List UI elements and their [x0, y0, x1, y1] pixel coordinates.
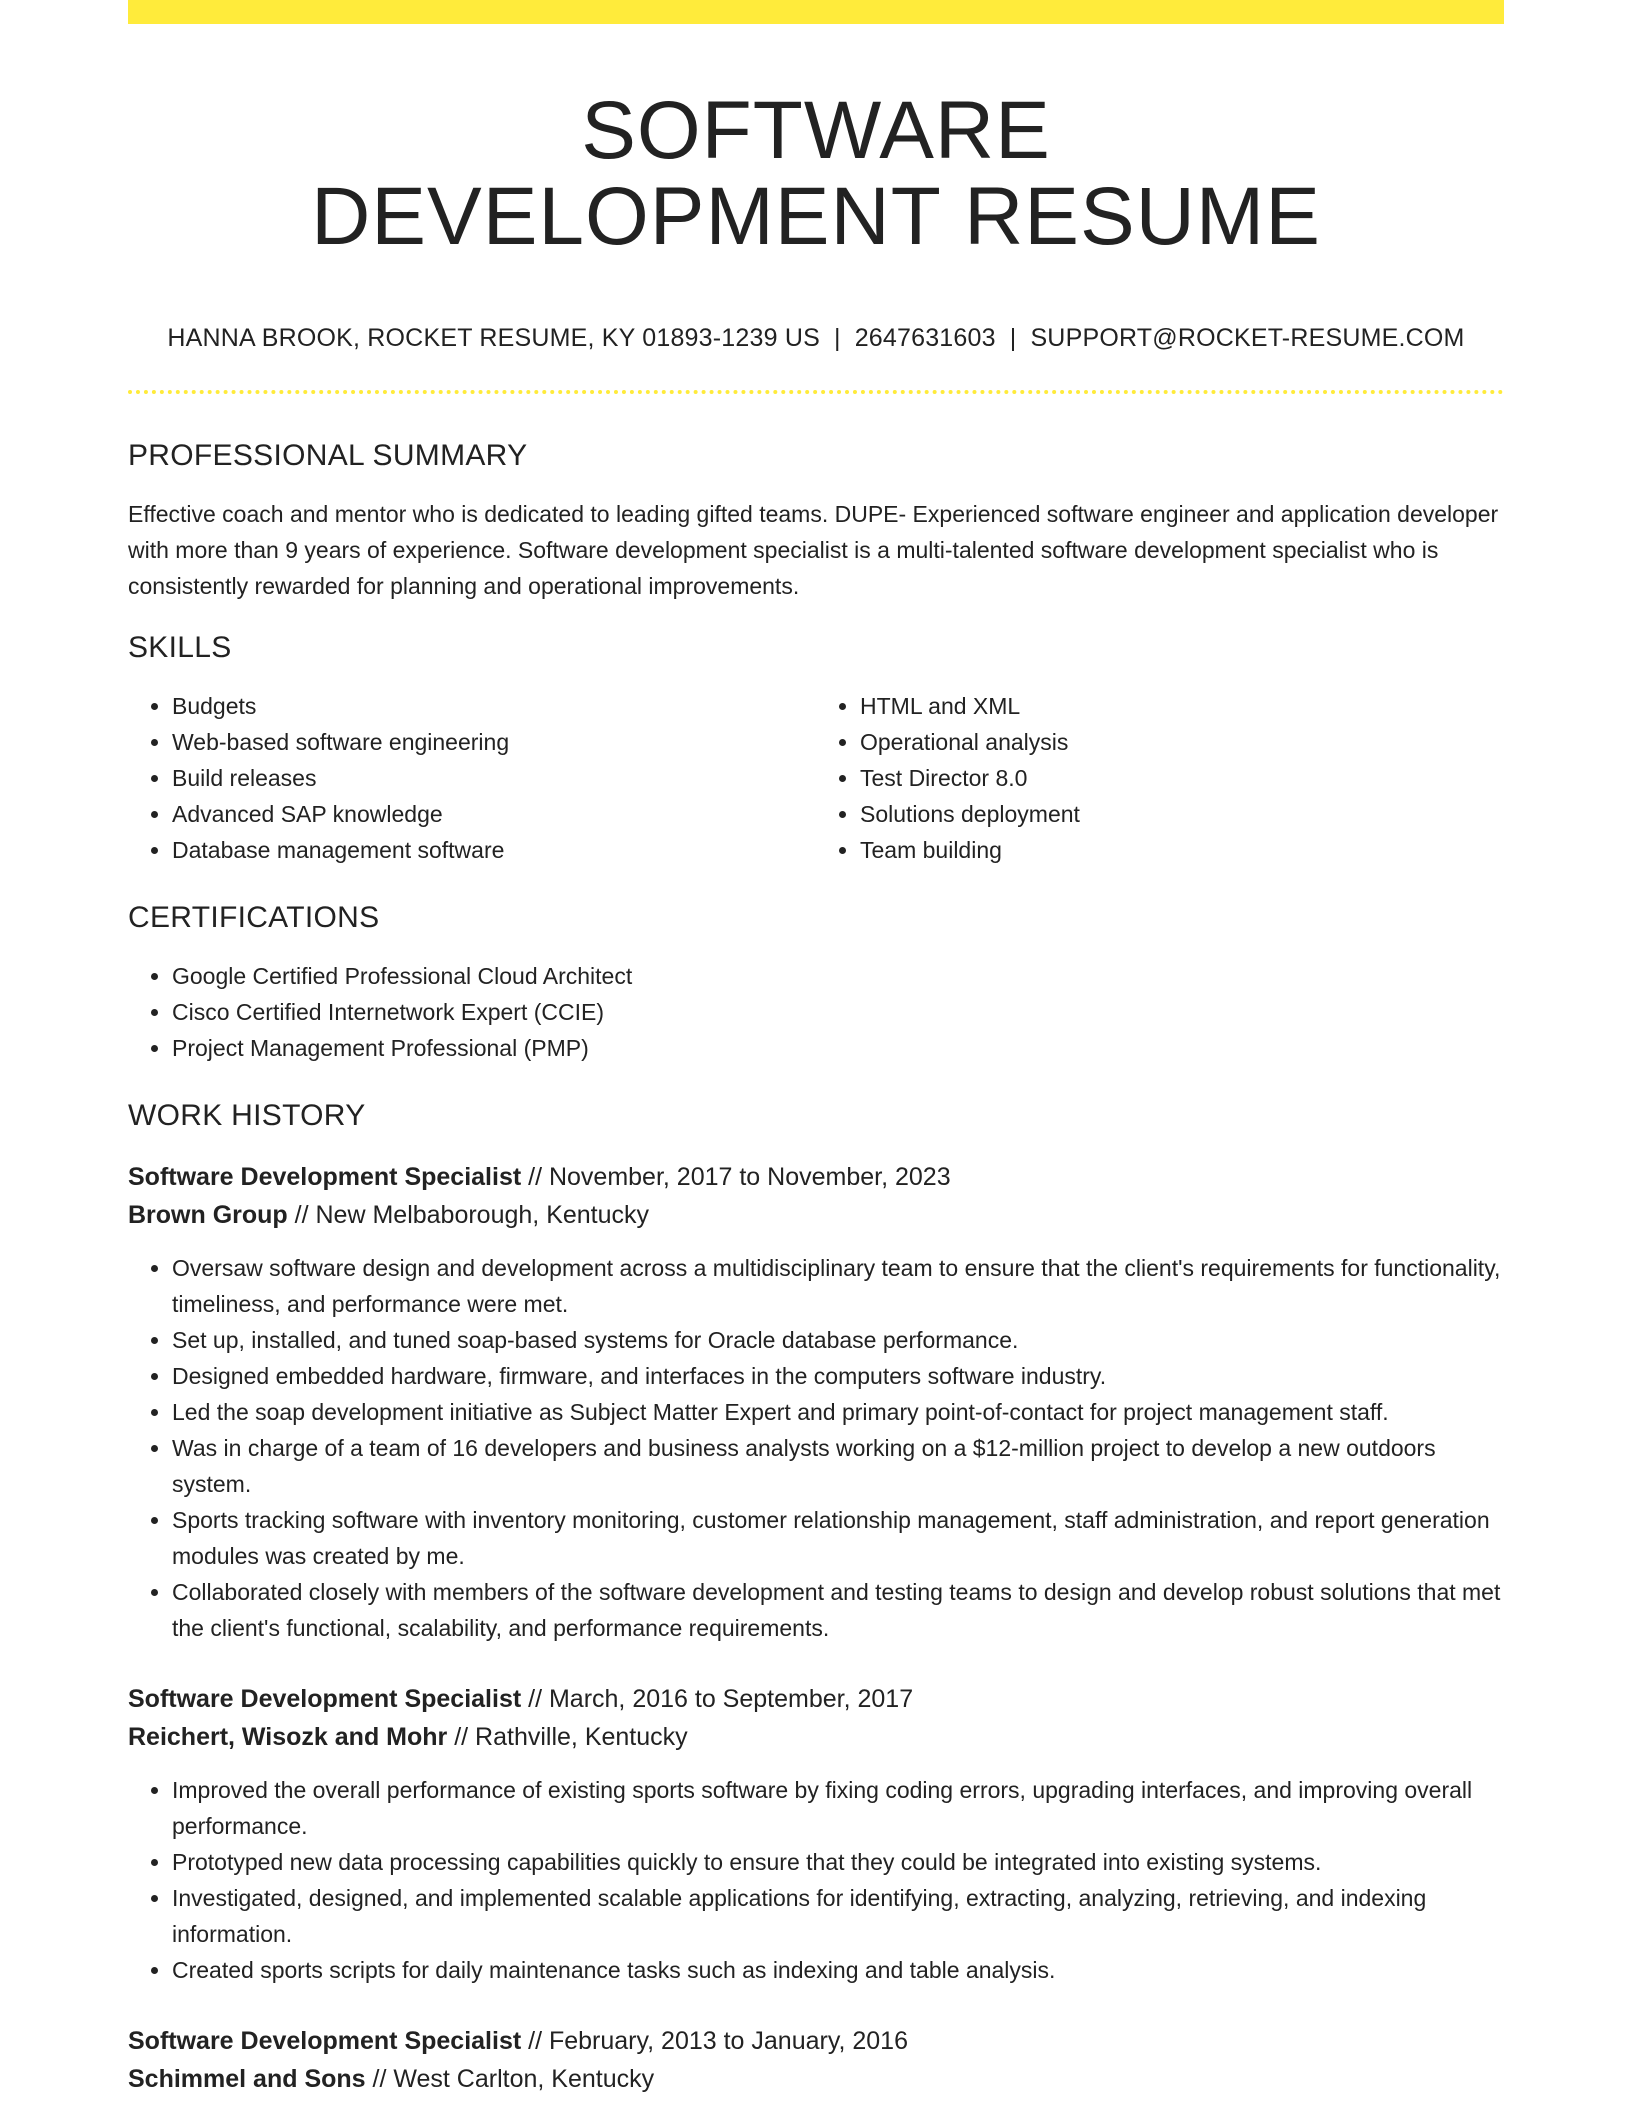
- contact-address: HANNA BROOK, ROCKET RESUME, KY 01893-1239 US: [167, 324, 820, 352]
- professional-summary-section: [128, 438, 1504, 604]
- skill-item: • Database management software: [172, 832, 816, 868]
- duty-item: • Prototyped new data processing capabilities quickly to ensure that they could be integrated into existing systems.: [172, 1844, 1504, 1880]
- certification-item: • Cisco Certified Internetwork Expert (CCIE): [172, 994, 1504, 1030]
- job-duties: [128, 1772, 1504, 1988]
- certifications-section: [128, 900, 1504, 1066]
- job-title-line: [128, 1680, 1504, 1718]
- duty-item: • Oversaw software design and development across a multidisciplinary team to ensure that the client's requirements for functionality, timeliness, and performance were met.: [172, 1250, 1504, 1322]
- section-heading: PROFESSIONAL SUMMARY: [128, 439, 528, 472]
- job-title: Software Development Specialist: [128, 2027, 522, 2055]
- certification-item: • Project Management Professional (PMP): [172, 1030, 1504, 1066]
- job-dates: // March, 2016 to September, 2017: [521, 1685, 914, 1713]
- duty-item: • Designed embedded hardware, firmware, and interfaces in the computers software industry.: [172, 1358, 1504, 1394]
- duty-item: • Led the soap development initiative as Subject Matter Expert and primary point-of-contact for project management staff.: [172, 1394, 1504, 1430]
- section-heading: CERTIFICATIONS: [128, 901, 380, 934]
- skill-item: • HTML and XML: [860, 688, 1504, 724]
- job-company-line: [128, 1718, 1504, 1756]
- section-heading: SKILLS: [128, 631, 232, 664]
- job-company-line: [128, 2060, 1504, 2098]
- certifications-list: [128, 958, 1504, 1066]
- job-company: Schimmel and Sons: [128, 2065, 366, 2093]
- skill-item: • Solutions deployment: [860, 796, 1504, 832]
- job-company: Brown Group: [128, 1201, 288, 1229]
- skills-section: [128, 630, 1504, 868]
- title-line-1: SOFTWARE: [581, 85, 1051, 176]
- skill-item: • Web-based software engineering: [172, 724, 816, 760]
- contact-line: [128, 322, 1504, 354]
- skills-right-list: [816, 688, 1504, 868]
- job-entry: [128, 1158, 1504, 1646]
- skill-item: • Test Director 8.0: [860, 760, 1504, 796]
- resume-page: [128, 0, 1504, 2098]
- duty-item: • Set up, installed, and tuned soap-based systems for Oracle database performance.: [172, 1322, 1504, 1358]
- dotted-divider: [128, 390, 1504, 394]
- job-duties: [128, 1250, 1504, 1646]
- skill-item: • Budgets: [172, 688, 816, 724]
- duty-item: • Sports tracking software with inventory monitoring, customer relationship management, staff administration, and report generation modules was created by me.: [172, 1502, 1504, 1574]
- skills-left-list: [128, 688, 816, 868]
- job-title-line: [128, 1158, 1504, 1196]
- accent-bar: [128, 0, 1504, 24]
- skills-columns: [128, 688, 1504, 868]
- contact-email: SUPPORT@ROCKET-RESUME.COM: [1030, 324, 1465, 352]
- job-location: // New Melbaborough, Kentucky: [287, 1201, 650, 1229]
- title-line-2: DEVELOPMENT RESUME: [311, 171, 1321, 262]
- skill-item: • Team building: [860, 832, 1504, 868]
- skill-item: • Operational analysis: [860, 724, 1504, 760]
- work-history-section: [128, 1098, 1504, 2098]
- job-location: // West Carlton, Kentucky: [365, 2065, 655, 2093]
- job-location: // Rathville, Kentucky: [447, 1723, 688, 1751]
- job-dates: // November, 2017 to November, 2023: [521, 1163, 951, 1191]
- section-heading: WORK HISTORY: [128, 1099, 366, 1132]
- job-title-line: [128, 2022, 1504, 2060]
- skill-item: • Advanced SAP knowledge: [172, 796, 816, 832]
- duty-item: • Investigated, designed, and implemented scalable applications for identifying, extracting, analyzing, retrieving, and indexing information.: [172, 1880, 1504, 1952]
- job-company: Reichert, Wisozk and Mohr: [128, 1723, 448, 1751]
- certification-item: • Google Certified Professional Cloud Architect: [172, 958, 1504, 994]
- contact-separator: |: [833, 324, 841, 352]
- job-title: Software Development Specialist: [128, 1685, 522, 1713]
- skill-item: • Build releases: [172, 760, 816, 796]
- resume-title: [128, 85, 1504, 262]
- duty-item: • Was in charge of a team of 16 developers and business analysts working on a $12-million project to develop a new outdoors system.: [172, 1430, 1504, 1502]
- duty-item: • Improved the overall performance of existing sports software by fixing coding errors, upgrading interfaces, and improving overall performance.: [172, 1772, 1504, 1844]
- contact-separator: |: [1009, 324, 1017, 352]
- job-entry: [128, 1680, 1504, 1988]
- duty-item: • Created sports scripts for daily maintenance tasks such as indexing and table analysis.: [172, 1952, 1504, 1988]
- job-entry: [128, 2022, 1504, 2098]
- duty-item: • Collaborated closely with members of the software development and testing teams to design and develop robust solutions that met the client's functional, scalability, and performance requirements.: [172, 1574, 1504, 1646]
- contact-phone: 2647631603: [854, 324, 996, 352]
- job-dates: // February, 2013 to January, 2016: [521, 2027, 908, 2055]
- summary-text: Effective coach and mentor who is dedicated to leading gifted teams. DUPE- Experienced software engineer and application developer with more than 9 years of experience. Software development specialist is a multi-talented software development specialist who is consistently rewarded for planning and operational improvements.: [128, 501, 1499, 599]
- job-title: Software Development Specialist: [128, 1163, 522, 1191]
- job-company-line: [128, 1196, 1504, 1234]
